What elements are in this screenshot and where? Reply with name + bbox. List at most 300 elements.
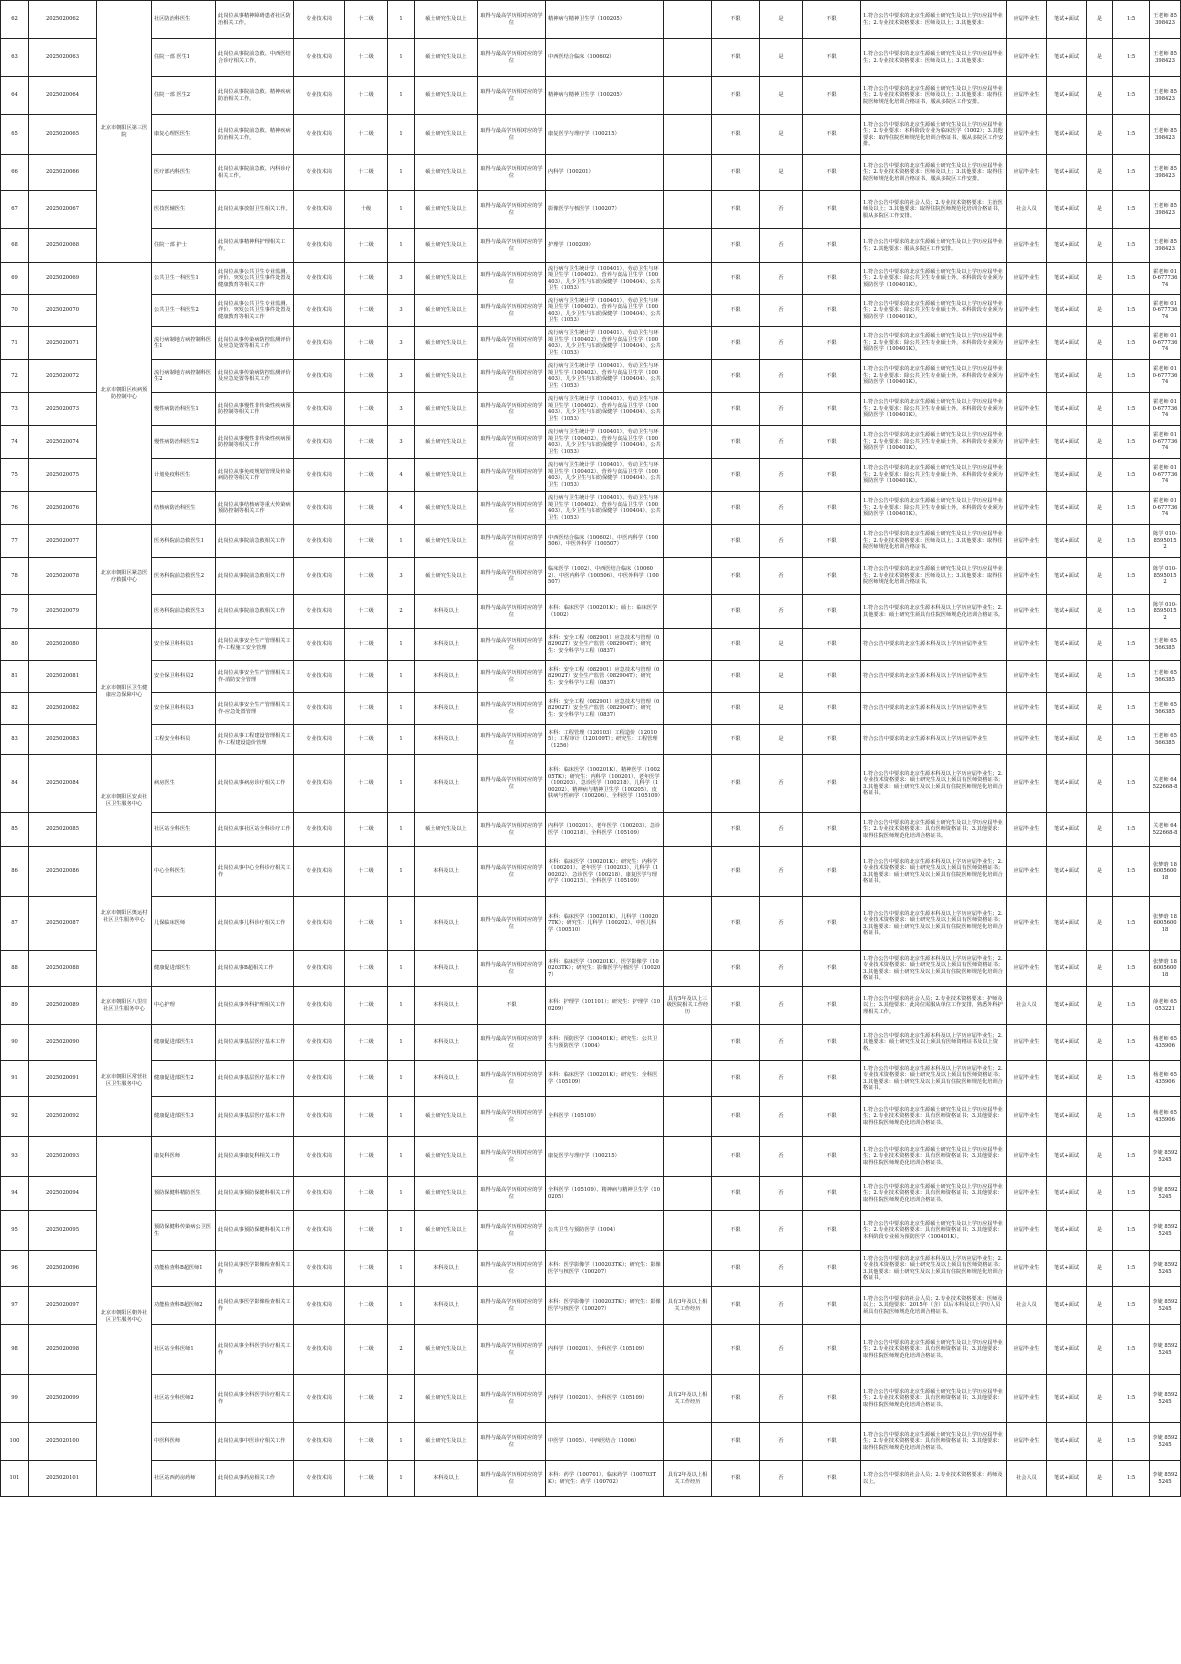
degree-cell: 取得与最高学历相对应的学位 <box>478 525 546 558</box>
beijing-hukou-cell: 否 <box>760 393 803 426</box>
beijing-hukou-cell: 否 <box>760 492 803 525</box>
duty-description-cell: 此岗位从事精神科护理相关工作。 <box>216 229 294 263</box>
beijing-hukou-cell: 是 <box>760 115 803 155</box>
contact-cell: 王老师 85398423 <box>1150 155 1181 191</box>
age-limit-cell: 不限 <box>803 987 861 1025</box>
education-cell: 硕士研究生及以上 <box>415 263 478 295</box>
experience-cell <box>664 1097 712 1137</box>
age-limit-cell: 不限 <box>803 951 861 987</box>
political-status-cell: 不限 <box>712 847 760 897</box>
requirements-cell <box>861 1461 1007 1497</box>
education-cell: 硕士研究生及以上 <box>415 1137 478 1177</box>
ratio-flag-cell: 是 <box>1087 115 1113 155</box>
unit-cell: 北京市朝阳区朝外社区卫生服务中心 <box>97 1137 152 1497</box>
age-limit-cell: 不限 <box>803 459 861 492</box>
recruit-count-cell: 1 <box>388 1097 415 1137</box>
experience-cell <box>664 459 712 492</box>
experience-cell: 具有2年及以上相关工作经历 <box>664 1461 712 1497</box>
source-cell: 应届毕业生 <box>1007 263 1047 295</box>
experience-cell <box>664 629 712 661</box>
position-category-cell: 专业技术岗 <box>294 1461 345 1497</box>
position-grade-cell: 十二级 <box>345 229 388 263</box>
interview-ratio-cell: 1:5 <box>1113 595 1150 629</box>
age-limit-cell: 不限 <box>803 492 861 525</box>
exam-method-cell: 笔试+面试 <box>1047 426 1087 459</box>
education-cell: 硕士研究生及以上 <box>415 1423 478 1461</box>
degree-cell: 取得与最高学历相对应的学位 <box>478 115 546 155</box>
requirements-cell <box>861 1137 1007 1177</box>
position-category-cell: 专业技术岗 <box>294 525 345 558</box>
interview-ratio-cell: 1:5 <box>1113 393 1150 426</box>
recruit-count-cell: 1 <box>388 813 415 847</box>
beijing-hukou-cell: 否 <box>760 1287 803 1325</box>
source-cell: 社会人员 <box>1007 1287 1047 1325</box>
major-cell: 内科学（100201）、老年医学（100203）、急诊医学（100218）、全科医学（105109） <box>546 813 664 847</box>
position-name-cell: 康复科医师 <box>152 1137 216 1177</box>
education-cell: 本科及以上 <box>415 1061 478 1097</box>
education-cell: 硕士研究生及以上 <box>415 525 478 558</box>
position-name-cell: 病房医生 <box>152 755 216 813</box>
position-name-cell: 医务科院前急救医生2 <box>152 558 216 595</box>
job-code-cell: 2025020076 <box>29 492 97 525</box>
position-name-cell: 医务科院前急救医生1 <box>152 525 216 558</box>
source-cell: 应届毕业生 <box>1007 725 1047 755</box>
education-cell: 硕士研究生及以上 <box>415 295 478 327</box>
education-cell: 硕士研究生及以上 <box>415 1375 478 1423</box>
job-code-cell: 2025020078 <box>29 558 97 595</box>
position-grade-cell: 十二级 <box>345 492 388 525</box>
degree-cell: 取得与最高学历相对应的学位 <box>478 847 546 897</box>
row-number-cell: 62 <box>1 1 29 39</box>
requirements-text: 1.符合公告中要求的北京生源本科及以上学历应届毕业生；2.专业技术资格要求：硕士研究生及以上须具有医师资格证书；3.其他要求：硕士研究生及以上须具有住院医师规范化培训合格证书。 <box>863 1065 1004 1091</box>
requirements-cell <box>861 558 1007 595</box>
major-cell: 本科：安全工程（082901）应急技术与管理（082902T）安全生产监管（082904T）；研究生：安全科学与工程（0837） <box>546 661 664 693</box>
requirements-cell <box>861 847 1007 897</box>
degree-cell: 取得与最高学历相对应的学位 <box>478 755 546 813</box>
position-name-cell: 中心护理 <box>152 987 216 1025</box>
experience-cell <box>664 951 712 987</box>
row-number-cell: 93 <box>1 1137 29 1177</box>
exam-method-cell: 笔试+面试 <box>1047 1137 1087 1177</box>
beijing-hukou-cell: 是 <box>760 725 803 755</box>
exam-method-cell: 笔试+面试 <box>1047 229 1087 263</box>
exam-method-cell: 笔试+面试 <box>1047 327 1087 360</box>
requirements-text: 符合公告中要求的北京生源本科及以上学历应届毕业生 <box>863 673 988 680</box>
education-cell: 硕士研究生及以上 <box>415 426 478 459</box>
ratio-flag-cell: 是 <box>1087 155 1113 191</box>
beijing-hukou-cell: 否 <box>760 987 803 1025</box>
exam-method-cell: 笔试+面试 <box>1047 263 1087 295</box>
table-row <box>1 725 1181 755</box>
experience-cell <box>664 558 712 595</box>
position-category-cell: 专业技术岗 <box>294 155 345 191</box>
requirements-cell <box>861 263 1007 295</box>
duty-description-cell: 此岗位从事基层医疗基本工作 <box>216 1097 294 1137</box>
political-status-cell: 不限 <box>712 1251 760 1287</box>
position-grade-cell: 十二级 <box>345 1025 388 1061</box>
political-status-cell: 不限 <box>712 426 760 459</box>
degree-cell: 取得与最高学历相对应的学位 <box>478 1061 546 1097</box>
ratio-flag-cell: 是 <box>1087 813 1113 847</box>
table-row <box>1 191 1181 229</box>
experience-cell <box>664 897 712 951</box>
position-category-cell: 专业技术岗 <box>294 1097 345 1137</box>
experience-cell <box>664 327 712 360</box>
row-number-cell: 65 <box>1 115 29 155</box>
position-category-cell: 专业技术岗 <box>294 492 345 525</box>
requirements-text: 符合公告中要求的北京生源本科及以上学历应届毕业生 <box>863 736 988 743</box>
duty-description-cell: 此岗位从事传染病防控监测评价及应急处置等相关工作 <box>216 360 294 393</box>
major-cell: 本科：临床医学（100201K）、精神医学（100205TK）；研究生：内科学（100201）、老年医学（100203）、急诊医学（100218）、儿科学（100202）、精神病与精神卫生学（100205）、皮肤病与性病学（100206）、全科医学（105109） <box>546 755 664 813</box>
experience-cell <box>664 725 712 755</box>
row-number-cell: 95 <box>1 1211 29 1251</box>
education-cell: 硕士研究生及以上 <box>415 393 478 426</box>
contact-cell: 张梦晗 18600560018 <box>1150 951 1181 987</box>
education-cell: 本科及以上 <box>415 897 478 951</box>
age-limit-cell: 不限 <box>803 295 861 327</box>
political-status-cell: 不限 <box>712 295 760 327</box>
major-cell: 全科医学（105109） <box>546 1097 664 1137</box>
duty-description-cell: 此岗位从事安全生产管理相关工作-工程施工安全管理 <box>216 629 294 661</box>
age-limit-cell: 不限 <box>803 393 861 426</box>
recruit-count-cell: 1 <box>388 1211 415 1251</box>
source-cell: 应届毕业生 <box>1007 813 1047 847</box>
political-status-cell: 不限 <box>712 327 760 360</box>
political-status-cell: 不限 <box>712 459 760 492</box>
ratio-flag-cell: 是 <box>1087 1025 1113 1061</box>
degree-cell: 取得与最高学历相对应的学位 <box>478 1423 546 1461</box>
table-row <box>1 1325 1181 1375</box>
job-code-cell: 2025020093 <box>29 1137 97 1177</box>
experience-cell <box>664 77 712 115</box>
duty-description-cell: 此岗位从事外科护理相关工作 <box>216 987 294 1025</box>
major-cell: 流行病与卫生统计学（100401）、劳动卫生与环境卫生学（100402）、营养与食品卫生学（100403）、儿少卫生与妇幼保健学（100404）、公共卫生（1053） <box>546 426 664 459</box>
duty-description-cell: 此岗位从事免疫规划管理及传染病防控等相关工作 <box>216 459 294 492</box>
ratio-flag-cell: 是 <box>1087 755 1113 813</box>
row-number-cell: 79 <box>1 595 29 629</box>
source-cell: 应届毕业生 <box>1007 595 1047 629</box>
source-cell: 应届毕业生 <box>1007 77 1047 115</box>
beijing-hukou-cell: 是 <box>760 661 803 693</box>
table-row <box>1 1375 1181 1423</box>
position-grade-cell: 十二级 <box>345 951 388 987</box>
ratio-flag-cell: 是 <box>1087 191 1113 229</box>
position-category-cell: 专业技术岗 <box>294 393 345 426</box>
table-row <box>1 987 1181 1025</box>
age-limit-cell: 不限 <box>803 595 861 629</box>
row-number-cell: 83 <box>1 725 29 755</box>
age-limit-cell: 不限 <box>803 115 861 155</box>
row-number-cell: 96 <box>1 1251 29 1287</box>
education-cell: 硕士研究生及以上 <box>415 1097 478 1137</box>
duty-description-cell: 此岗位从事精神障碍患者社区防治相关工作。 <box>216 1 294 39</box>
education-cell: 本科及以上 <box>415 1251 478 1287</box>
duty-description-cell: 此岗位从事公共卫生专业监测、评价、突发公共卫生事件处置及健康教育等相关工作 <box>216 295 294 327</box>
unit-cell: 北京市朝阳区奥运村社区卫生服务中心 <box>97 847 152 987</box>
ratio-flag-cell: 是 <box>1087 693 1113 725</box>
beijing-hukou-cell: 否 <box>760 951 803 987</box>
age-limit-cell: 不限 <box>803 1061 861 1097</box>
age-limit-cell: 不限 <box>803 1325 861 1375</box>
education-cell: 本科及以上 <box>415 755 478 813</box>
major-cell: 全科医学（105109）、精神病与精神卫生学（100205） <box>546 1177 664 1211</box>
political-status-cell: 不限 <box>712 191 760 229</box>
degree-cell: 取得与最高学历相对应的学位 <box>478 426 546 459</box>
interview-ratio-cell: 1:5 <box>1113 1061 1150 1097</box>
requirements-cell <box>861 1423 1007 1461</box>
interview-ratio-cell: 1:5 <box>1113 492 1150 525</box>
exam-method-cell: 笔试+面试 <box>1047 191 1087 229</box>
table-row <box>1 492 1181 525</box>
ratio-flag-cell: 是 <box>1087 229 1113 263</box>
experience-cell <box>664 492 712 525</box>
position-category-cell: 专业技术岗 <box>294 229 345 263</box>
position-category-cell: 专业技术岗 <box>294 813 345 847</box>
education-cell: 硕士研究生及以上 <box>415 191 478 229</box>
duty-description-cell: 此岗位从事放射卫生相关工作。 <box>216 191 294 229</box>
contact-cell: 霍老师 010-67773674 <box>1150 263 1181 295</box>
position-name-cell: 预防保健科传染病公卫医生 <box>152 1211 216 1251</box>
position-category-cell: 专业技术岗 <box>294 558 345 595</box>
major-cell: 影像医学与核医学（100207） <box>546 191 664 229</box>
experience-cell: 具有3年及以上相关工作经历 <box>664 1287 712 1325</box>
contact-cell: 陈学 010-85950152 <box>1150 525 1181 558</box>
position-category-cell: 专业技术岗 <box>294 360 345 393</box>
political-status-cell: 不限 <box>712 661 760 693</box>
degree-cell: 取得与最高学历相对应的学位 <box>478 191 546 229</box>
interview-ratio-cell: 1:5 <box>1113 1375 1150 1423</box>
degree-cell: 取得与最高学历相对应的学位 <box>478 629 546 661</box>
requirements-text: 1.符合公告中要求的社会人员；2.专业技术资格要求：主治医师及以上；3.其他要求：取得住院医师规范化培训合格证书，服从多院区工作安排。 <box>863 199 1003 219</box>
beijing-hukou-cell: 是 <box>760 1 803 39</box>
job-code-cell: 2025020098 <box>29 1325 97 1375</box>
experience-cell <box>664 263 712 295</box>
exam-method-cell: 笔试+面试 <box>1047 1177 1087 1211</box>
major-cell: 本科：临床医学（100201K）；研究生：内科学（100201）、老年医学（100203）、儿科学（100202）、急诊医学（100218）、康复医学与理疗学（100215）、全科医学（105109） <box>546 847 664 897</box>
political-status-cell: 不限 <box>712 1375 760 1423</box>
major-cell: 中西医结合临床（100602） <box>546 39 664 77</box>
political-status-cell: 不限 <box>712 1 760 39</box>
unit-cell: 北京市朝阳区第三医院 <box>97 1 152 263</box>
political-status-cell: 不限 <box>712 813 760 847</box>
requirements-text: 1.符合公告中要求的北京生源硕士研究生及以上学历应届毕业生；2.专业技术资格要求：医师及以上；3.其他要求： <box>863 51 1003 64</box>
table-row <box>1 813 1181 847</box>
position-grade-cell: 十二级 <box>345 1375 388 1423</box>
education-cell: 本科及以上 <box>415 847 478 897</box>
beijing-hukou-cell: 否 <box>760 595 803 629</box>
position-grade-cell: 十二级 <box>345 1423 388 1461</box>
ratio-flag-cell: 是 <box>1087 1423 1113 1461</box>
exam-method-cell: 笔试+面试 <box>1047 459 1087 492</box>
position-grade-cell: 十二级 <box>345 327 388 360</box>
position-grade-cell: 十二级 <box>345 39 388 77</box>
exam-method-cell: 笔试+面试 <box>1047 897 1087 951</box>
contact-cell: 霍老师 010-67773674 <box>1150 295 1181 327</box>
position-category-cell: 专业技术岗 <box>294 1061 345 1097</box>
degree-cell: 取得与最高学历相对应的学位 <box>478 558 546 595</box>
experience-cell <box>664 525 712 558</box>
unit-cell: 北京市朝阳区紧急医疗救援中心 <box>97 525 152 629</box>
recruit-count-cell: 1 <box>388 1287 415 1325</box>
exam-method-cell: 笔试+面试 <box>1047 115 1087 155</box>
requirements-text: 1.符合公告中要求的北京生源硕士研究生及以上学历应届毕业生；2.专业技术资格要求：具有医师资格证书；3.其他要求：取得住院医师规范化培训合格证书。 <box>863 1106 1003 1126</box>
political-status-cell: 不限 <box>712 155 760 191</box>
job-code-cell: 2025020070 <box>29 295 97 327</box>
recruit-count-cell: 1 <box>388 1025 415 1061</box>
political-status-cell: 不限 <box>712 987 760 1025</box>
requirements-text: 1.符合公告中要求的北京生源硕士研究生及以上学历应届毕业生；2.专业技术资格要求：医师及以上；3.其他要求：取得住院医师规范化培训合格证书，服从多院区工作安排。 <box>863 85 1003 105</box>
recruit-count-cell: 3 <box>388 426 415 459</box>
contact-cell: 杨老师 65435906 <box>1150 1097 1181 1137</box>
age-limit-cell: 不限 <box>803 39 861 77</box>
row-number-cell: 100 <box>1 1423 29 1461</box>
beijing-hukou-cell: 否 <box>760 1251 803 1287</box>
position-name-cell: 住院一部 医生2 <box>152 77 216 115</box>
degree-cell: 取得与最高学历相对应的学位 <box>478 1 546 39</box>
position-grade-cell: 十二级 <box>345 459 388 492</box>
contact-cell: 杨老师 65435906 <box>1150 1025 1181 1061</box>
requirements-text: 1.符合公告中要求的北京生源硕士研究生及以上学历应届毕业生；2.专业要求：除公共卫生专业硕士外，本科阶段专业须为预防医学（100401K）。 <box>863 268 1003 288</box>
job-code-cell: 2025020087 <box>29 897 97 951</box>
education-cell: 硕士研究生及以上 <box>415 77 478 115</box>
age-limit-cell: 不限 <box>803 725 861 755</box>
experience-cell <box>664 595 712 629</box>
contact-cell: 王老师 85398423 <box>1150 77 1181 115</box>
source-cell: 应届毕业生 <box>1007 1423 1047 1461</box>
age-limit-cell: 不限 <box>803 1211 861 1251</box>
duty-description-cell: 此岗位从事基层医疗基本工作 <box>216 1025 294 1061</box>
position-name-cell: 康复心理医医生 <box>152 115 216 155</box>
exam-method-cell: 笔试+面试 <box>1047 39 1087 77</box>
position-category-cell: 专业技术岗 <box>294 1423 345 1461</box>
requirements-text: 1.符合公告中要求的北京生源硕士研究生及以上学历应届毕业生；2.专业技术资格要求：具有医师资格证书；3.其他要求：取得住院医师规范化培训合格证书。 <box>863 1339 1003 1359</box>
major-cell: 中医学（1005）、中西医结合（1006） <box>546 1423 664 1461</box>
unit-cell: 北京市朝阳区常营社区卫生服务中心 <box>97 1025 152 1137</box>
major-cell: 中西医结合临床（100602）、中医内科学（100506）、中医外科学（100507） <box>546 525 664 558</box>
requirements-text: 1.符合公告中要求的北京生源硕士研究生及以上学历应届毕业生；2.专业要求：除公共卫生专业硕士外，本科阶段专业须为预防医学（100401K）。 <box>863 498 1003 518</box>
education-cell: 硕士研究生及以上 <box>415 39 478 77</box>
contact-cell: 王老师 85398423 <box>1150 1 1181 39</box>
major-cell: 康复医学与理疗学（100215） <box>546 1137 664 1177</box>
major-cell: 本科：医学影像学（100203TK）；研究生：影像医学与核医学（100207） <box>546 1251 664 1287</box>
requirements-text: 1.符合公告中要求的北京生源硕士研究生及以上学历应届毕业生；2.专业技术资格要求：医师及以上；3.其他要求：取得住院医师规范化培训合格证书。 <box>863 566 1003 586</box>
table-row <box>1 1287 1181 1325</box>
position-name-cell: 中医科医师 <box>152 1423 216 1461</box>
exam-method-cell: 笔试+面试 <box>1047 755 1087 813</box>
table-row <box>1 755 1181 813</box>
major-cell: 本科：临床医学（100201K）、医学影像学（100203TK）；研究生：影像医学与核医学（100207） <box>546 951 664 987</box>
experience-cell <box>664 1 712 39</box>
position-category-cell: 专业技术岗 <box>294 1325 345 1375</box>
exam-method-cell: 笔试+面试 <box>1047 1 1087 39</box>
degree-cell: 取得与最高学历相对应的学位 <box>478 295 546 327</box>
position-grade-cell: 十二级 <box>345 595 388 629</box>
interview-ratio-cell: 1:5 <box>1113 525 1150 558</box>
position-name-cell: 健康促进部医生3 <box>152 1097 216 1137</box>
position-name-cell: 安全保卫科科员3 <box>152 693 216 725</box>
job-code-cell: 2025020081 <box>29 661 97 693</box>
contact-cell: 霍老师 010-67773674 <box>1150 360 1181 393</box>
interview-ratio-cell: 1:5 <box>1113 693 1150 725</box>
age-limit-cell: 不限 <box>803 327 861 360</box>
interview-ratio-cell: 1:5 <box>1113 360 1150 393</box>
recruit-count-cell: 1 <box>388 1061 415 1097</box>
ratio-flag-cell: 是 <box>1087 661 1113 693</box>
degree-cell: 取得与最高学历相对应的学位 <box>478 263 546 295</box>
job-code-cell: 2025020068 <box>29 229 97 263</box>
duty-description-cell: 此岗位从事B超相关工作 <box>216 951 294 987</box>
position-grade-cell: 十二级 <box>345 1137 388 1177</box>
recruit-count-cell: 3 <box>388 360 415 393</box>
beijing-hukou-cell: 否 <box>760 1461 803 1497</box>
education-cell: 本科及以上 <box>415 595 478 629</box>
table-row <box>1 1061 1181 1097</box>
recruit-count-cell: 3 <box>388 327 415 360</box>
age-limit-cell: 不限 <box>803 629 861 661</box>
ratio-flag-cell: 是 <box>1087 987 1113 1025</box>
beijing-hukou-cell: 是 <box>760 39 803 77</box>
recruit-count-cell: 1 <box>388 1177 415 1211</box>
exam-method-cell: 笔试+面试 <box>1047 360 1087 393</box>
source-cell: 应届毕业生 <box>1007 393 1047 426</box>
duty-description-cell: 此岗位从事安全生产管理相关工作-应急处置管理 <box>216 693 294 725</box>
contact-cell: 王老师 85398423 <box>1150 191 1181 229</box>
requirements-text: 1.符合公告中要求的社会人员；2.专业技术资格要求：医师及以上；3.其他要求：2015年（含）以后本科及以上学历人员须具有住院医师规范化培训合格证书。 <box>863 1295 1003 1315</box>
table-row <box>1 525 1181 558</box>
duty-description-cell: 此岗位从事结核病等重大传染病预防控制等相关工作 <box>216 492 294 525</box>
education-cell: 硕士研究生及以上 <box>415 492 478 525</box>
duty-description-cell: 此岗位从事慢性非传染性疾病预防控制等相关工作 <box>216 426 294 459</box>
job-code-cell: 2025020099 <box>29 1375 97 1423</box>
ratio-flag-cell: 是 <box>1087 1251 1113 1287</box>
ratio-flag-cell: 是 <box>1087 426 1113 459</box>
age-limit-cell: 不限 <box>803 558 861 595</box>
degree-cell: 取得与最高学历相对应的学位 <box>478 1287 546 1325</box>
position-grade-cell: 十二级 <box>345 1461 388 1497</box>
contact-cell: 张梦晗 18600560018 <box>1150 847 1181 897</box>
ratio-flag-cell: 是 <box>1087 393 1113 426</box>
position-name-cell: 计划免疫科医生 <box>152 459 216 492</box>
beijing-hukou-cell: 否 <box>760 1423 803 1461</box>
position-grade-cell: 十二级 <box>345 629 388 661</box>
row-number-cell: 67 <box>1 191 29 229</box>
degree-cell: 取得与最高学历相对应的学位 <box>478 897 546 951</box>
source-cell: 应届毕业生 <box>1007 847 1047 897</box>
exam-method-cell: 笔试+面试 <box>1047 987 1087 1025</box>
degree-cell: 取得与最高学历相对应的学位 <box>478 1461 546 1497</box>
contact-cell: 李婕 85925245 <box>1150 1423 1181 1461</box>
row-number-cell: 77 <box>1 525 29 558</box>
contact-cell: 王老师 85398423 <box>1150 115 1181 155</box>
position-name-cell: 医务科院前急救医生3 <box>152 595 216 629</box>
source-cell: 应届毕业生 <box>1007 327 1047 360</box>
ratio-flag-cell: 是 <box>1087 558 1113 595</box>
recruit-count-cell: 2 <box>388 1325 415 1375</box>
age-limit-cell: 不限 <box>803 661 861 693</box>
position-name-cell: 社区站全科医生 <box>152 813 216 847</box>
exam-method-cell: 笔试+面试 <box>1047 725 1087 755</box>
position-category-cell: 专业技术岗 <box>294 987 345 1025</box>
interview-ratio-cell: 1:5 <box>1113 263 1150 295</box>
education-cell: 本科及以上 <box>415 661 478 693</box>
political-status-cell: 不限 <box>712 1061 760 1097</box>
position-category-cell: 专业技术岗 <box>294 77 345 115</box>
interview-ratio-cell: 1:5 <box>1113 77 1150 115</box>
interview-ratio-cell: 1:5 <box>1113 459 1150 492</box>
table-row <box>1 115 1181 155</box>
major-cell: 精神病与精神卫生学（100205） <box>546 1 664 39</box>
row-number-cell: 97 <box>1 1287 29 1325</box>
